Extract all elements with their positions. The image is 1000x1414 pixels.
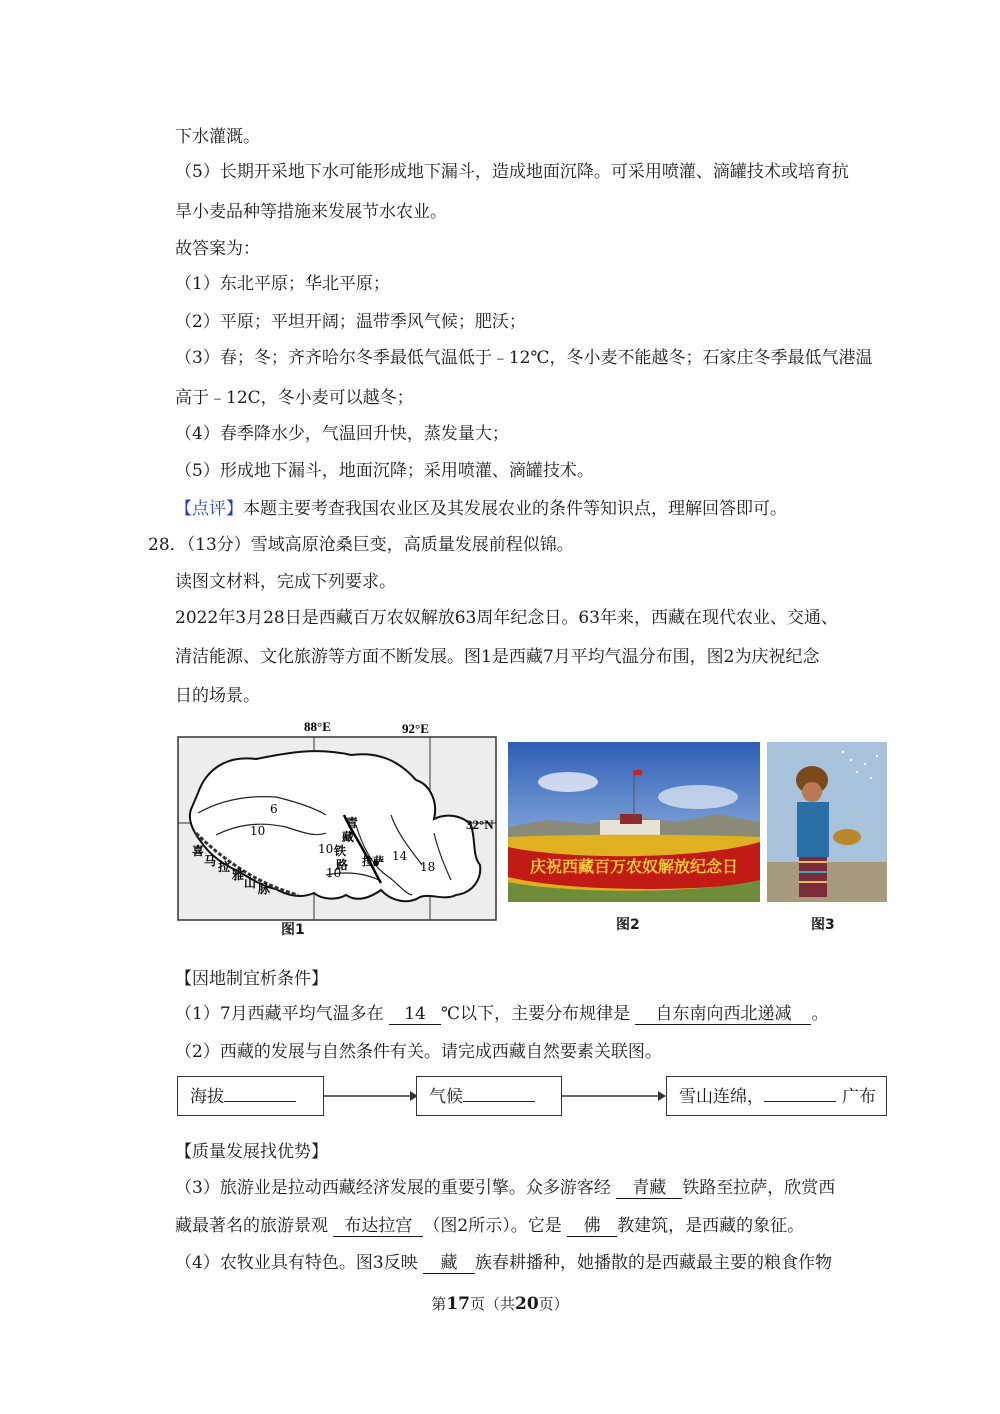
flow-blank (224, 1083, 296, 1102)
farmer-photo-svg (767, 742, 887, 902)
flow-box-label: 雪山连绵， (679, 1087, 764, 1107)
q3-prefix-2: 藏最著名的旅游景观 (175, 1216, 334, 1236)
railway-label: 藏 (342, 830, 355, 844)
himalaya-label: 雅 (232, 868, 245, 882)
footer-text: 第 (431, 1295, 447, 1313)
flow-box-climate (416, 1076, 562, 1116)
text-line: （5）形成地下漏斗，地面沉降；采用喷灌、滴罐技术。 (175, 461, 594, 481)
total-pages: 20 (515, 1294, 539, 1314)
flow-arrow (562, 1086, 666, 1106)
question-28-title: 28．（13分）雪域高原沧桑巨变，高质量发展前程似锦。 (148, 535, 574, 555)
q3-answer-3: 佛 (567, 1216, 617, 1237)
figure-1-caption: 图1 (281, 922, 305, 938)
text-line: （5）长期开采地下水可能形成地下漏斗，造成地面沉降。可采用喷灌、滴罐技术或培育抗 (175, 162, 849, 182)
review-line (175, 498, 787, 520)
page-footer (0, 1293, 1000, 1314)
flow-box-label: 海拔 (190, 1087, 224, 1107)
section-heading: 【因地制宜析条件】 (175, 969, 328, 989)
q4-suffix: 族春耕播种，她播散的是西藏最主要的粮食作物 (475, 1253, 833, 1273)
isotherm-label: 10 (318, 842, 334, 856)
lhasa-label: 拉萨 (362, 855, 384, 868)
question-2: （2）西藏的发展与自然条件有关。请完成西藏自然要素关联图。 (175, 1042, 662, 1062)
himalaya-label: 喜 (192, 844, 205, 858)
longitude-92-label: 92°E (402, 721, 429, 736)
q3-middle-2: （图2所示）。它是 (423, 1216, 568, 1236)
railway-label: 路 (336, 858, 349, 872)
q4-prefix: （4）农牧业具有特色。图3反映 (175, 1253, 424, 1273)
figure-2-caption: 图2 (616, 917, 640, 933)
isotherm-label: 10 (250, 824, 266, 838)
figure-3-caption: 图3 (811, 917, 835, 933)
himalaya-label: 马 (204, 854, 217, 868)
text-line: 读图文材料，完成下列要求。 (175, 572, 396, 592)
flow-blank (764, 1083, 836, 1102)
railway-label: 铁 (334, 844, 347, 858)
text-line: 2022年3月28日是西藏百万农奴解放63周年纪念日。63年来，西藏在现代农业、交通、 (175, 608, 838, 628)
q4-answer-1: 藏 (423, 1253, 475, 1274)
flow-box-label-end: 广布 (842, 1087, 876, 1107)
footer-text: 页） (538, 1295, 569, 1313)
page-number: 17 (446, 1294, 470, 1314)
farmer-photo (767, 742, 887, 902)
q1-answer-2: 自东南向西北递减 (635, 1004, 811, 1025)
longitude-88-label: 88°E (304, 719, 331, 734)
himalaya-label: 山 (244, 876, 257, 890)
text-line: （2）平原；平坦开阔；温带季风气候；肥沃； (175, 312, 526, 332)
isotherm-label: 18 (420, 860, 436, 874)
flow-arrow (324, 1086, 418, 1106)
review-tag: 【点评】 (175, 499, 243, 519)
flow-box-landform (666, 1076, 887, 1116)
q3-prefix: （3）旅游业是拉动西藏经济发展的重要引擎。众多游客经 (175, 1178, 617, 1198)
question-3-cont (175, 1215, 804, 1237)
footer-text: 页（共 (469, 1295, 515, 1313)
flow-box-altitude (177, 1076, 324, 1116)
banner-text: 庆祝西藏百万农奴解放纪念日 (529, 857, 739, 876)
flow-box-label: 气候 (429, 1087, 463, 1107)
text-line: 下水灌溉。 (175, 127, 260, 147)
q1-suffix: 。 (811, 1004, 829, 1024)
potala-photo (508, 742, 760, 902)
tibet-temperature-map (176, 715, 506, 935)
question-3 (175, 1177, 835, 1199)
text-line: 日的场景。 (175, 686, 260, 706)
q1-prefix: （1）7月西藏平均气温多在 (175, 1004, 390, 1024)
q3-suffix: 教建筑，是西藏的象征。 (617, 1216, 805, 1236)
isotherm-label: 14 (392, 849, 408, 863)
text-line: （4）春季降水少，气温回升快，蒸发量大； (175, 424, 509, 444)
isotherm-label: 6 (270, 802, 278, 816)
text-line: 清洁能源、文化旅游等方面不断发展。图1是西藏7月平均气温分布围，图2为庆祝纪念 (175, 647, 820, 667)
railway-label: 青 (346, 816, 359, 830)
himalaya-label: 脉 (258, 882, 271, 896)
flow-blank (463, 1083, 535, 1102)
question-4 (175, 1252, 832, 1274)
q3-answer-1: 青藏 (616, 1178, 682, 1199)
q1-answer-1: 14 (389, 1004, 441, 1025)
text-line: （1）东北平原；华北平原； (175, 274, 390, 294)
himalaya-label: 拉 (218, 860, 231, 874)
text-line: 故答案为： (175, 239, 260, 259)
section-heading: 【质量发展找优势】 (175, 1142, 328, 1162)
isotherm-label: 10 (326, 866, 342, 880)
text-line: （3）春；冬；齐齐哈尔冬季最低气温低于﹣12℃，冬小麦不能越冬；石家庄冬季最低气港温 (175, 348, 873, 368)
q3-middle: 铁路至拉萨，欣赏西 (682, 1178, 836, 1198)
text-line: 高于﹣12C，冬小麦可以越冬； (175, 388, 414, 408)
review-text: 本题主要考查我国农业区及其发展农业的条件等知识点，理解回答即可。 (243, 499, 787, 519)
q1-middle: ℃以下，主要分布规律是 (441, 1004, 636, 1024)
potala-photo-svg (508, 742, 760, 902)
q3-answer-2: 布达拉宫 (333, 1216, 423, 1237)
map-svg (176, 715, 506, 935)
text-line: 旱小麦品种等措施来发展节水农业。 (175, 202, 447, 222)
latitude-32-label: 32°N (466, 817, 494, 832)
question-1 (175, 1003, 828, 1025)
